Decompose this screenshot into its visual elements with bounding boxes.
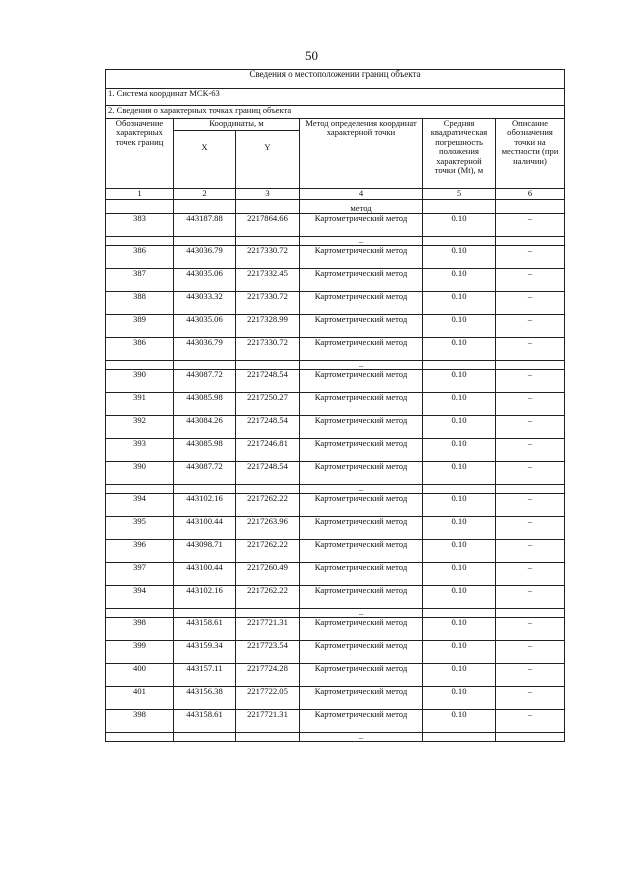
- section-title: 2. Сведения о характерных точках границ объекта: [106, 106, 565, 119]
- description: –: [496, 618, 565, 641]
- method: Картометрический метод: [300, 315, 423, 338]
- method: Картометрический метод: [300, 439, 423, 462]
- coord-y: 2217262.22: [236, 540, 300, 563]
- coord-y: 2217262.22: [236, 586, 300, 609]
- method: Картометрический метод: [300, 710, 423, 733]
- coord-y: 2217248.54: [236, 416, 300, 439]
- error-value: 0.10: [423, 214, 496, 237]
- description: –: [496, 710, 565, 733]
- error-value: 0.10: [423, 540, 496, 563]
- error-value: 0.10: [423, 641, 496, 664]
- point-id: 383: [106, 214, 174, 237]
- table-row: [106, 540, 565, 563]
- header-description: Описание обозначения точки на местности (при наличии): [496, 119, 565, 189]
- coord-x: 443187.88: [174, 214, 236, 237]
- error-value: 0.10: [423, 494, 496, 517]
- point-id: 386: [106, 338, 174, 361]
- method: Картометрический метод: [300, 370, 423, 393]
- coord-x: 443087.72: [174, 462, 236, 485]
- method: Картометрический метод: [300, 641, 423, 664]
- description: –: [496, 292, 565, 315]
- point-id: 393: [106, 439, 174, 462]
- point-id: 396: [106, 540, 174, 563]
- description: –: [496, 540, 565, 563]
- table-row: [106, 563, 565, 586]
- description: –: [496, 370, 565, 393]
- point-id: 390: [106, 370, 174, 393]
- coord-y: 2217721.31: [236, 618, 300, 641]
- point-id: 387: [106, 269, 174, 292]
- col-number: 5: [423, 189, 496, 200]
- header-designation: Обозначение характерных точек границ: [106, 119, 174, 189]
- description: –: [496, 214, 565, 237]
- description: –: [496, 563, 565, 586]
- error-value: 0.10: [423, 664, 496, 687]
- table-row: [106, 338, 565, 361]
- table-row: [106, 246, 565, 269]
- coord-x: 443156.38: [174, 687, 236, 710]
- point-id: 401: [106, 687, 174, 710]
- separator-row: [106, 485, 565, 494]
- coord-x: 443100.44: [174, 517, 236, 540]
- error-value: 0.10: [423, 439, 496, 462]
- coord-y: 2217246.81: [236, 439, 300, 462]
- header-error: Средняя квадратическая погрешность положения характерной точки (Mt), м: [423, 119, 496, 189]
- method: Картометрический метод: [300, 393, 423, 416]
- error-value: 0.10: [423, 315, 496, 338]
- description: –: [496, 494, 565, 517]
- description: –: [496, 439, 565, 462]
- method: Картометрический метод: [300, 494, 423, 517]
- table-row: [106, 462, 565, 485]
- header-x: X: [174, 131, 236, 189]
- description: –: [496, 517, 565, 540]
- coord-y: 2217332.45: [236, 269, 300, 292]
- coord-y: 2217250.27: [236, 393, 300, 416]
- boundary-points-table: [105, 69, 565, 742]
- coord-y: 2217722.05: [236, 687, 300, 710]
- coord-y: 2217248.54: [236, 462, 300, 485]
- error-value: 0.10: [423, 586, 496, 609]
- description: –: [496, 586, 565, 609]
- col-number: 1: [106, 189, 174, 200]
- table-row: [106, 586, 565, 609]
- description: –: [496, 664, 565, 687]
- coord-x: 443158.61: [174, 710, 236, 733]
- table-row: [106, 393, 565, 416]
- error-value: 0.10: [423, 618, 496, 641]
- table-row: [106, 710, 565, 733]
- error-value: 0.10: [423, 338, 496, 361]
- description: –: [496, 315, 565, 338]
- description: –: [496, 416, 565, 439]
- point-id: 388: [106, 292, 174, 315]
- separator-dash: –: [300, 485, 423, 494]
- method: Картометрический метод: [300, 517, 423, 540]
- table-row: [106, 315, 565, 338]
- separator-row: [106, 361, 565, 370]
- coord-y: 2217262.22: [236, 494, 300, 517]
- method: Картометрический метод: [300, 618, 423, 641]
- coord-y: 2217263.96: [236, 517, 300, 540]
- description: –: [496, 338, 565, 361]
- table-row: [106, 214, 565, 237]
- coord-x: 443085.98: [174, 439, 236, 462]
- description: –: [496, 269, 565, 292]
- coord-x: 443100.44: [174, 563, 236, 586]
- coord-x: 443087.72: [174, 370, 236, 393]
- description: –: [496, 246, 565, 269]
- coord-x: 443035.06: [174, 269, 236, 292]
- table-title: Сведения о местоположении границ объекта: [106, 70, 565, 89]
- description: –: [496, 641, 565, 664]
- coord-x: 443102.16: [174, 586, 236, 609]
- error-value: 0.10: [423, 370, 496, 393]
- point-id: 386: [106, 246, 174, 269]
- separator-row: [106, 733, 565, 742]
- coord-y: 2217260.49: [236, 563, 300, 586]
- table-row: [106, 687, 565, 710]
- error-value: 0.10: [423, 563, 496, 586]
- error-value: 0.10: [423, 687, 496, 710]
- coord-y: 2217330.72: [236, 338, 300, 361]
- coord-x: 443098.71: [174, 540, 236, 563]
- header-method: Метод определения координат характерной точки: [300, 119, 423, 189]
- method: Картометрический метод: [300, 563, 423, 586]
- page-number: 50: [305, 48, 318, 63]
- coord-x: 443157.11: [174, 664, 236, 687]
- description: –: [496, 462, 565, 485]
- separator-dash: –: [300, 237, 423, 246]
- method: Картометрический метод: [300, 664, 423, 687]
- coord-x: 443084.26: [174, 416, 236, 439]
- coord-y: 2217864.66: [236, 214, 300, 237]
- method: Картометрический метод: [300, 246, 423, 269]
- table-row: [106, 517, 565, 540]
- coord-y: 2217248.54: [236, 370, 300, 393]
- coord-y: 2217330.72: [236, 246, 300, 269]
- col-number: 2: [174, 189, 236, 200]
- header-coordinates: Координаты, м: [174, 119, 300, 131]
- error-value: 0.10: [423, 710, 496, 733]
- error-value: 0.10: [423, 416, 496, 439]
- method: Картометрический метод: [300, 540, 423, 563]
- separator-dash: –: [300, 609, 423, 618]
- table-row: [106, 664, 565, 687]
- method: Картометрический метод: [300, 338, 423, 361]
- description: –: [496, 687, 565, 710]
- table-row: [106, 641, 565, 664]
- method: Картометрический метод: [300, 586, 423, 609]
- point-id: 399: [106, 641, 174, 664]
- col-number: 6: [496, 189, 565, 200]
- coord-x: 443033.32: [174, 292, 236, 315]
- coord-y: 2217724.28: [236, 664, 300, 687]
- point-id: 389: [106, 315, 174, 338]
- method: Картометрический метод: [300, 462, 423, 485]
- carry-over-row: [106, 200, 565, 214]
- coord-x: 443036.79: [174, 338, 236, 361]
- table-row: [106, 370, 565, 393]
- error-value: 0.10: [423, 462, 496, 485]
- separator-row: [106, 609, 565, 618]
- coord-x: 443035.06: [174, 315, 236, 338]
- point-id: 400: [106, 664, 174, 687]
- point-id: 390: [106, 462, 174, 485]
- error-value: 0.10: [423, 517, 496, 540]
- coord-x: 443102.16: [174, 494, 236, 517]
- separator-dash: –: [300, 733, 423, 742]
- method: Картометрический метод: [300, 687, 423, 710]
- table-row: [106, 292, 565, 315]
- coordinate-system: 1. Система координат МСК-63: [106, 89, 565, 106]
- coord-y: 2217723.54: [236, 641, 300, 664]
- coord-x: 443036.79: [174, 246, 236, 269]
- col-number: 4: [300, 189, 423, 200]
- coord-x: 443158.61: [174, 618, 236, 641]
- point-id: 397: [106, 563, 174, 586]
- col-number: 3: [236, 189, 300, 200]
- coord-x: 443085.98: [174, 393, 236, 416]
- carry-over-method: метод: [300, 200, 423, 214]
- error-value: 0.10: [423, 246, 496, 269]
- point-id: 391: [106, 393, 174, 416]
- separator-row: [106, 237, 565, 246]
- coord-y: 2217328.99: [236, 315, 300, 338]
- description: –: [496, 393, 565, 416]
- table-row: [106, 618, 565, 641]
- point-id: 398: [106, 710, 174, 733]
- point-id: 395: [106, 517, 174, 540]
- point-id: 394: [106, 494, 174, 517]
- error-value: 0.10: [423, 269, 496, 292]
- coord-y: 2217721.31: [236, 710, 300, 733]
- error-value: 0.10: [423, 292, 496, 315]
- table-row: [106, 439, 565, 462]
- point-id: 398: [106, 618, 174, 641]
- error-value: 0.10: [423, 393, 496, 416]
- method: Картометрический метод: [300, 416, 423, 439]
- point-id: 392: [106, 416, 174, 439]
- method: Картометрический метод: [300, 292, 423, 315]
- header-y: Y: [236, 131, 300, 189]
- table-row: [106, 269, 565, 292]
- method: Картометрический метод: [300, 269, 423, 292]
- coord-y: 2217330.72: [236, 292, 300, 315]
- table-row: [106, 416, 565, 439]
- method: Картометрический метод: [300, 214, 423, 237]
- separator-dash: –: [300, 361, 423, 370]
- coord-x: 443159.34: [174, 641, 236, 664]
- point-id: 394: [106, 586, 174, 609]
- table-row: [106, 494, 565, 517]
